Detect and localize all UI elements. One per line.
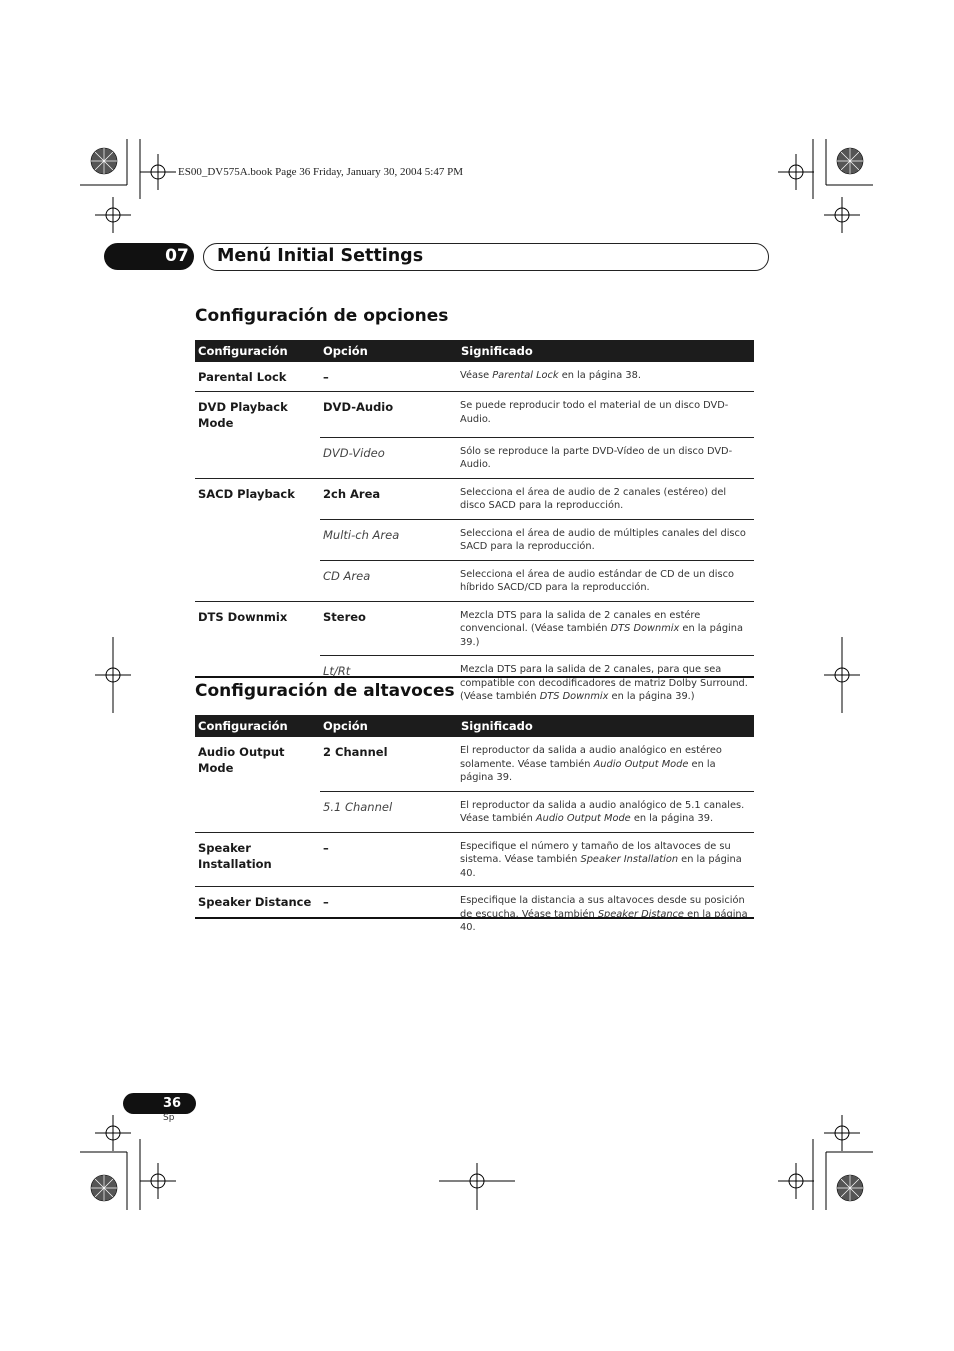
table-header-row [195, 340, 754, 362]
chapter-number: 07 [165, 246, 189, 266]
setting-name: DTS Downmix [198, 609, 288, 624]
section-title-opciones: Configuración de opciones [195, 306, 449, 326]
meaning-text: Especifique el número y tamaño de los altavoces de su sistema. Véase también Speaker Installation en la página 40. [460, 840, 742, 879]
table-bottom-rule [195, 917, 754, 919]
table-row [195, 737, 754, 791]
table-row [195, 601, 754, 656]
table-row [195, 791, 754, 832]
cross-reference: DTS Downmix [539, 691, 609, 702]
options-table [195, 340, 754, 710]
section-title-altavoces: Configuración de altavoces [195, 681, 455, 701]
setting-name: Speaker Installation [198, 840, 272, 871]
option-value: DVD-Audio [323, 400, 394, 414]
meaning-text: Selecciona el área de audio de múltiples canales del disco SACD para la reproducción. [460, 527, 746, 552]
header-note: ES00_DV575A.book Page 36 Friday, January 30, 2004 5:47 PM [178, 166, 463, 178]
table-row [195, 437, 754, 478]
table-row [195, 832, 754, 887]
header-significado: Significado [458, 340, 754, 362]
table-bottom-rule [195, 676, 754, 678]
meaning-text: Véase Parental Lock en la página 38. [460, 370, 641, 381]
meaning-text: Sólo se reproduce la parte DVD-Vídeo de un disco DVD-Audio. [460, 445, 733, 470]
cross-reference: Parental Lock [492, 370, 559, 381]
table-row [195, 519, 754, 560]
option-value: – [323, 840, 329, 855]
meaning-text: Selecciona el área de audio de 2 canales (estéreo) del disco SACD para la reproducción. [460, 486, 727, 511]
option-value: – [323, 895, 329, 909]
setting-name: SACD Playback [198, 486, 295, 501]
setting-name: DVD Playback Mode [198, 400, 288, 430]
meaning-text: Selecciona el área de audio estándar de CD de un disco híbrido SACD/CD para la reproducción. [460, 568, 734, 593]
meaning-text: El reproductor da salida a audio analógico de 5.1 canales. Véase también Audio Output Mode en la página 39. [460, 799, 745, 824]
option-value: Lt/Rt [323, 664, 351, 678]
option-value: Stereo [323, 609, 366, 624]
page-number: 36 [162, 1096, 182, 1111]
meaning-text: El reproductor da salida a audio analógico en estéreo solamente. Véase también Audio Output Mode en la página 39. [460, 745, 722, 783]
header-significado: Significado [458, 715, 754, 737]
table-row [195, 887, 754, 941]
option-value: CD Area [323, 568, 371, 583]
cross-reference: Speaker Distance [597, 908, 684, 920]
table-row [195, 392, 754, 438]
header-opcion: Opción [320, 340, 458, 362]
setting-name: Parental Lock [198, 370, 287, 384]
table-row [195, 478, 754, 519]
chapter-title: Menú Initial Settings [217, 246, 424, 266]
meaning-text: Mezcla DTS para la salida de 2 canales en estére convencional. (Véase también DTS Downmix en la página 39.) [460, 609, 743, 648]
cross-reference: Audio Output Mode [535, 813, 631, 824]
option-value: 2 Channel [323, 745, 388, 759]
option-value: Multi-ch Area [323, 527, 400, 542]
option-value: 2ch Area [323, 486, 381, 501]
option-value: DVD-Video [323, 445, 385, 460]
meaning-text: Se puede reproducir todo el material de un disco DVD-Audio. [460, 400, 729, 425]
setting-name: Audio Output Mode [198, 745, 285, 775]
header-configuracion: Configuración [195, 340, 320, 362]
table-header-row [195, 715, 754, 737]
meaning-text: Especifique la distancia a sus altavoces desde su posición de escucha. Véase también Speaker Distance en la página 40. [460, 895, 748, 933]
cross-reference: Audio Output Mode [593, 758, 689, 770]
cross-reference: Speaker Installation [580, 854, 679, 865]
setting-name: Speaker Distance [198, 895, 312, 909]
table-row [195, 560, 754, 601]
table-row [195, 362, 754, 392]
header-configuracion: Configuración [195, 715, 320, 737]
page-language: Sp [163, 1113, 175, 1123]
option-value: 5.1 Channel [323, 799, 393, 814]
speakers-table [195, 715, 754, 941]
option-value: – [323, 370, 329, 384]
cross-reference: DTS Downmix [610, 623, 680, 634]
header-opcion: Opción [320, 715, 458, 737]
meaning-text: Mezcla DTS para la salida de 2 canales, para que sea compatible con decodificadores de matriz Dolby Surround. (Véase también DTS Downmix en la página 39.) [460, 664, 748, 702]
